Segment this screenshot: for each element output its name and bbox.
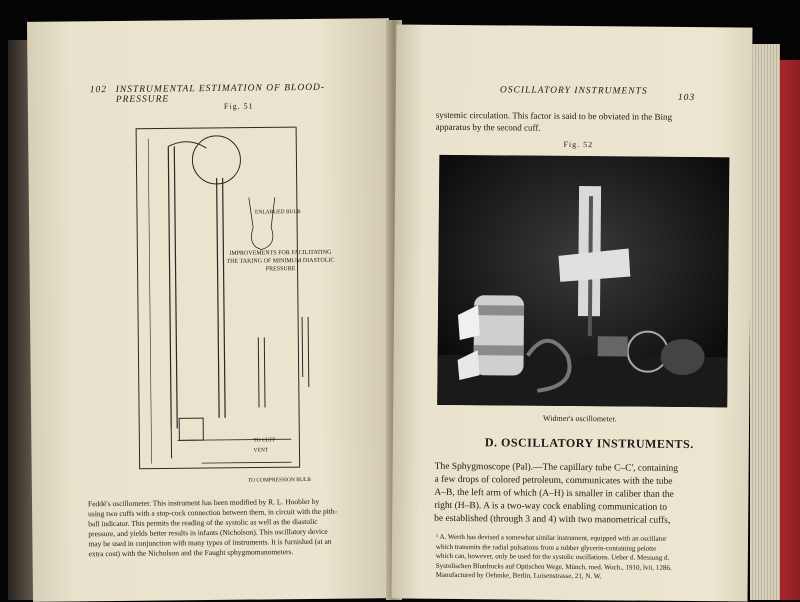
diagram-label-to-compression-bulb: TO COMPRESSION BULB — [248, 474, 358, 485]
text-line: apparatus by the second cuff. — [436, 121, 732, 136]
photo-rendering — [437, 155, 729, 408]
footnote-line: ¹ A. Werth has devised a somewhat similar instrument, equipped with an oscillator — [436, 533, 732, 545]
footnote-line: Systolischen Blutdrucks auf Optischen Wege, Münch. med. Woch., 1910, lvii, 1286. — [436, 561, 732, 573]
text-line: A–B, the left arm of which (A–H) is smaller in caliber than the — [434, 487, 730, 503]
caption-line: may be used in conjunction with many types of instruments. It is furnished (at an — [88, 536, 384, 549]
footnote-line: which transmits the radial pulsations from a rubber glycerin-containing pelotte — [436, 542, 732, 554]
right-running-head: OSCILLATORY INSTRUMENTS — [500, 85, 648, 96]
left-page-number: 102 — [90, 85, 107, 95]
page-stack-edge — [750, 44, 780, 600]
left-page — [27, 18, 395, 602]
text-line: a few drops of colored petroleum, communicates with the tube — [434, 474, 730, 490]
caption-line: Feddé's oscillometer. This instrument has been modified by R. L. Hoobler by — [88, 496, 384, 509]
oscillometer-diagram — [128, 116, 362, 496]
text-line: right (H–B). A is a two-way cock enabling communication to — [434, 500, 730, 516]
left-running-head: INSTRUMENTAL ESTIMATION OF BLOOD-PRESSURE — [116, 82, 366, 105]
text-line: systemic circulation. This factor is said to be obviated in the Bing — [436, 109, 732, 124]
figure-52-caption: Widmer's oscillometer. — [543, 414, 703, 425]
diagram-label-vent: VENT — [253, 445, 313, 456]
section-heading: D. OSCILLATORY INSTRUMENTS. — [485, 435, 694, 452]
sphygmoscope-paragraph — [434, 461, 731, 529]
footnote-line: which can, however, only be used for the systolic oscillations. Ueber d. Messung d. — [436, 552, 732, 564]
figure-52-label: Fig. 52 — [563, 140, 593, 149]
caption-line: extra cost) with the Nicholson and the Faught sphygmomanometers. — [88, 546, 384, 559]
footnote — [436, 533, 732, 583]
text-line: The Sphygmoscope (Pal).—The capillary tube C–C', containing — [435, 461, 731, 477]
text-line: be established (through 3 and 4) with two manometrical cuffs, — [434, 513, 730, 529]
right-page — [392, 24, 753, 601]
right-intro-text — [436, 109, 732, 136]
figure-51-caption — [88, 496, 385, 559]
diagram-label-improvements: IMPROVEMENTS FOR FACILITATING THE TAKING OF MINIMUM DIASTOLIC PRESSURE — [225, 249, 335, 274]
footnote-line: Manufactured by Oehmke, Berlin, Luisenstrasse, 21, N. W. — [436, 571, 732, 583]
caption-line: pressure, and yields better results in infants (Nicholson). This oscillatory device — [88, 526, 384, 539]
widmer-oscillometer-photo — [437, 155, 729, 408]
figure-51-label: Fig. 51 — [224, 102, 254, 111]
right-page-number: 103 — [678, 93, 695, 103]
caption-line: ball indicator. This permits the reading of the systolic as well as the diastolic — [88, 516, 384, 529]
diagram-label-to-cuff: TO CUFF — [253, 435, 313, 446]
caption-line: using two cuffs with a stop-cock connection between them, in circuit with the pith- — [88, 506, 384, 519]
diagram-label-enlarged-bulb: ENLARGED BULB — [255, 209, 335, 217]
